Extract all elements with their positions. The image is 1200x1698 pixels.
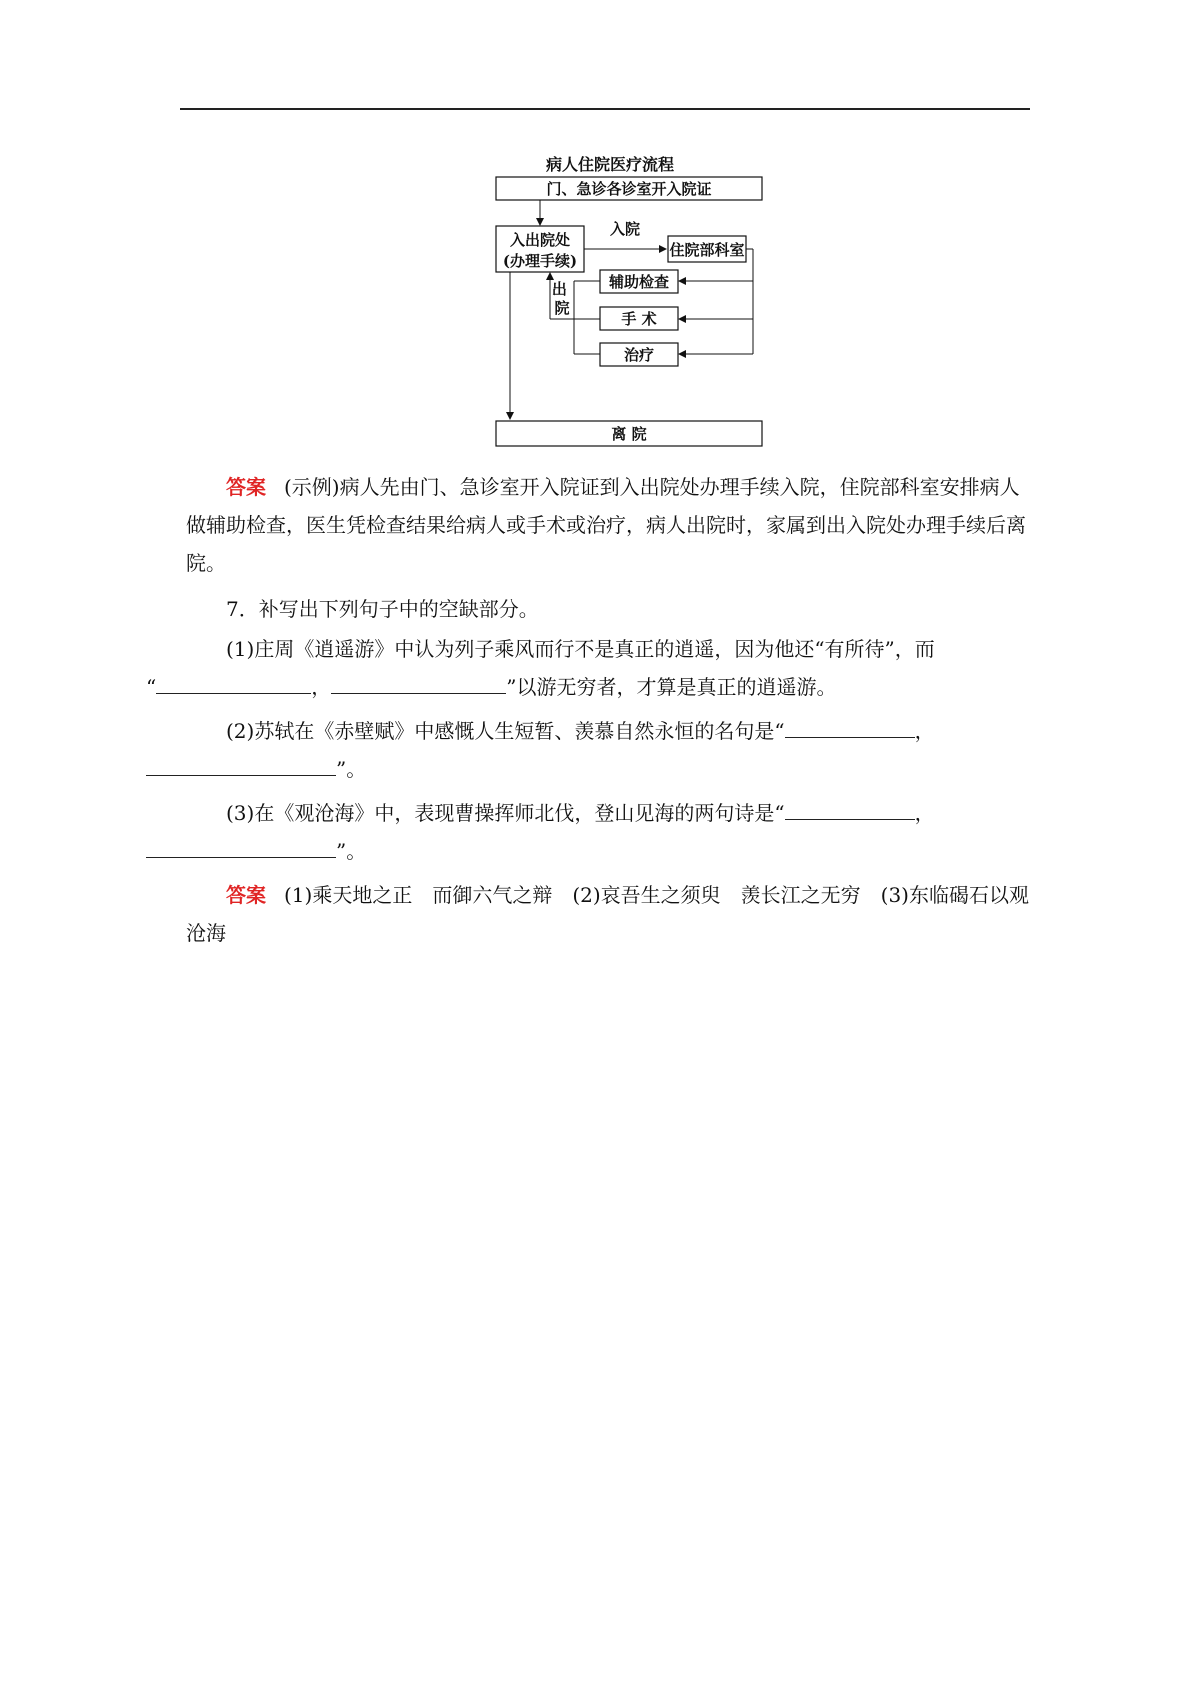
answer-6 — [186, 468, 1032, 582]
blank-1b[interactable] — [331, 675, 506, 694]
box-surgery-label: 手 术 — [621, 310, 657, 328]
blank-2b[interactable] — [146, 757, 336, 776]
box-admission-label-2: (办理手续) — [502, 252, 578, 270]
question-7-3: (3)在《观沧海》中，表现曹操挥师北伐，登山见海的两句诗是“ ， ”。 — [186, 794, 1032, 870]
box-admission-label-1: 入出院处 — [509, 231, 571, 249]
label-discharge: 出 院 — [551, 280, 570, 317]
flowchart-title: 病人住院医疗流程 — [545, 155, 674, 174]
blank-3b[interactable] — [146, 839, 336, 858]
blank-1a[interactable] — [156, 675, 311, 694]
hospital-flowchart — [480, 172, 780, 462]
blank-2a[interactable] — [785, 719, 915, 738]
box-ward-label: 住院部科室 — [669, 241, 745, 259]
header-rule — [180, 108, 1030, 110]
box-leave-label: 离 院 — [611, 425, 647, 443]
answer-6-text: (示例)病人先由门、急诊室开入院证到入出院处办理手续入院，住院部科室安排病人做辅助检查，医生凭检查结果给病人或手术或治疗，病人出院时，家属到出入院处办理手续后离院。 — [186, 475, 1026, 575]
question-7-2: (2)苏轼在《赤壁赋》中感慨人生短暂、羡慕自然永恒的名句是“ ， ”。 — [186, 712, 1032, 788]
box-outpatient-label: 门、急诊各诊室开入院证 — [546, 180, 712, 198]
label-admit: 入院 — [609, 220, 641, 238]
answer-7-text: (1)乘天地之正 而御六气之辩 (2)哀吾生之须臾 羡长江之无穷 (3)东临碣石以观沧海 — [186, 883, 1029, 945]
answer-label: 答案 — [226, 475, 266, 499]
box-treatment-label: 治疗 — [623, 346, 655, 364]
answer-label: 答案 — [226, 883, 266, 907]
box-exam-label: 辅助检查 — [608, 273, 670, 291]
answer-7 — [186, 876, 1032, 952]
question-7-1: (1)庄周《逍遥游》中认为列子乘风而行不是真正的逍遥，因为他还“有所待”，而 “ ， ”以游无穷者，才算是真正的逍遥游。 — [146, 637, 935, 699]
blank-3a[interactable] — [785, 801, 915, 820]
question-7-stem: 7．补写出下列句子中的空缺部分。 — [226, 597, 539, 621]
